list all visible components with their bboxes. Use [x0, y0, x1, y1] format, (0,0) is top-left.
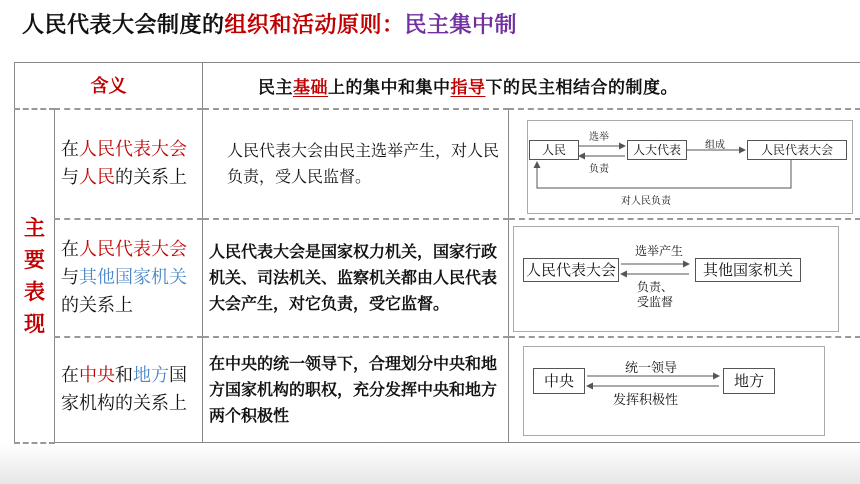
- rel-text: 在: [61, 364, 79, 386]
- page-title: [22, 8, 517, 39]
- description-cell: 人民代表大会由民主选举产生，对人民负责，受人民监督。: [203, 109, 509, 219]
- diagram-npc-organs: [509, 220, 860, 336]
- rel-text: 的关系上: [61, 294, 133, 316]
- rel-text: 地方: [133, 364, 169, 386]
- node-central: 中央: [533, 368, 585, 394]
- label-supervised: 受监督: [637, 294, 674, 309]
- label-elect: 选举: [589, 131, 609, 143]
- node-local: 地方: [723, 368, 775, 394]
- title-part2: 组织和活动原则：: [224, 13, 405, 38]
- definition-text: [203, 63, 860, 109]
- rel-text: 人民代表大会: [79, 238, 187, 260]
- rel-text: 的关系上: [115, 166, 187, 188]
- header-label: 含义: [15, 63, 203, 109]
- label-elect-produce: 选举产生: [635, 243, 684, 258]
- label-responsible: 负责: [589, 163, 609, 175]
- table-row: [15, 219, 860, 337]
- node-npc: 人民代表大会: [747, 140, 847, 160]
- diagram-arrows: [509, 110, 860, 218]
- side-char: 表: [24, 279, 45, 304]
- label-compose: 组成: [705, 139, 725, 151]
- rel-text: 其他国家机关: [79, 266, 187, 288]
- label-responsible: 负责、: [637, 279, 674, 294]
- table-row: [15, 337, 860, 443]
- description-cell: 在中央的统一领导下，合理划分中央和地方国家机构的职权，充分发挥中央和地方两个积极性: [203, 337, 509, 443]
- rel-text: 中央: [79, 364, 115, 386]
- diagram-cell: [509, 109, 860, 219]
- rel-text: 在: [61, 138, 79, 160]
- label-unified-leadership: 统一领导: [625, 360, 678, 376]
- relation-cell: [55, 109, 203, 219]
- def-d: 指导: [450, 77, 486, 98]
- rel-text: 人民: [79, 166, 115, 188]
- def-b: 基础: [293, 77, 328, 98]
- rel-text: 人民代表大会: [79, 138, 187, 160]
- node-other-organs: 其他国家机关: [695, 258, 801, 282]
- label-loop: 对人民负责: [621, 195, 671, 207]
- node-people: 人民: [529, 140, 579, 160]
- rel-text: 与: [61, 166, 79, 188]
- def-c: 上的集中和集中: [328, 77, 451, 98]
- side-char: 现: [24, 311, 45, 336]
- side-char: 主: [24, 215, 45, 240]
- label-initiative: 发挥积极性: [613, 392, 679, 408]
- rel-text: 国家机构的关系上: [61, 364, 187, 414]
- diagram-cell: [509, 219, 860, 337]
- diagram-people-npc: [509, 110, 860, 218]
- diagram-cell: [509, 337, 860, 443]
- title-part1: 人民代表大会制度的: [22, 13, 225, 38]
- side-char: 要: [24, 247, 45, 272]
- bottom-fade: [0, 444, 860, 484]
- def-e: 下的民主相结合的制度。: [485, 77, 678, 98]
- node-npc: 人民代表大会: [523, 258, 619, 282]
- relation-cell: [55, 337, 203, 443]
- node-deputies: 人大代表: [627, 140, 687, 160]
- def-a: 民主: [258, 77, 293, 98]
- side-label: [15, 109, 55, 443]
- rel-text: 和: [115, 364, 133, 386]
- relation-cell: [55, 219, 203, 337]
- rel-text: 在: [61, 238, 79, 260]
- header-row: [15, 63, 860, 109]
- title-part3: 民主集中制: [404, 13, 518, 38]
- diagram-central-local: [509, 338, 860, 442]
- principle-table: [14, 62, 860, 444]
- description-cell: 人民代表大会是国家权力机关，国家行政机关、司法机关、监察机关都由人民代表大会产生，对它负责，受它监督。: [203, 219, 509, 337]
- rel-text: 与: [61, 266, 79, 288]
- table-row: [15, 109, 860, 219]
